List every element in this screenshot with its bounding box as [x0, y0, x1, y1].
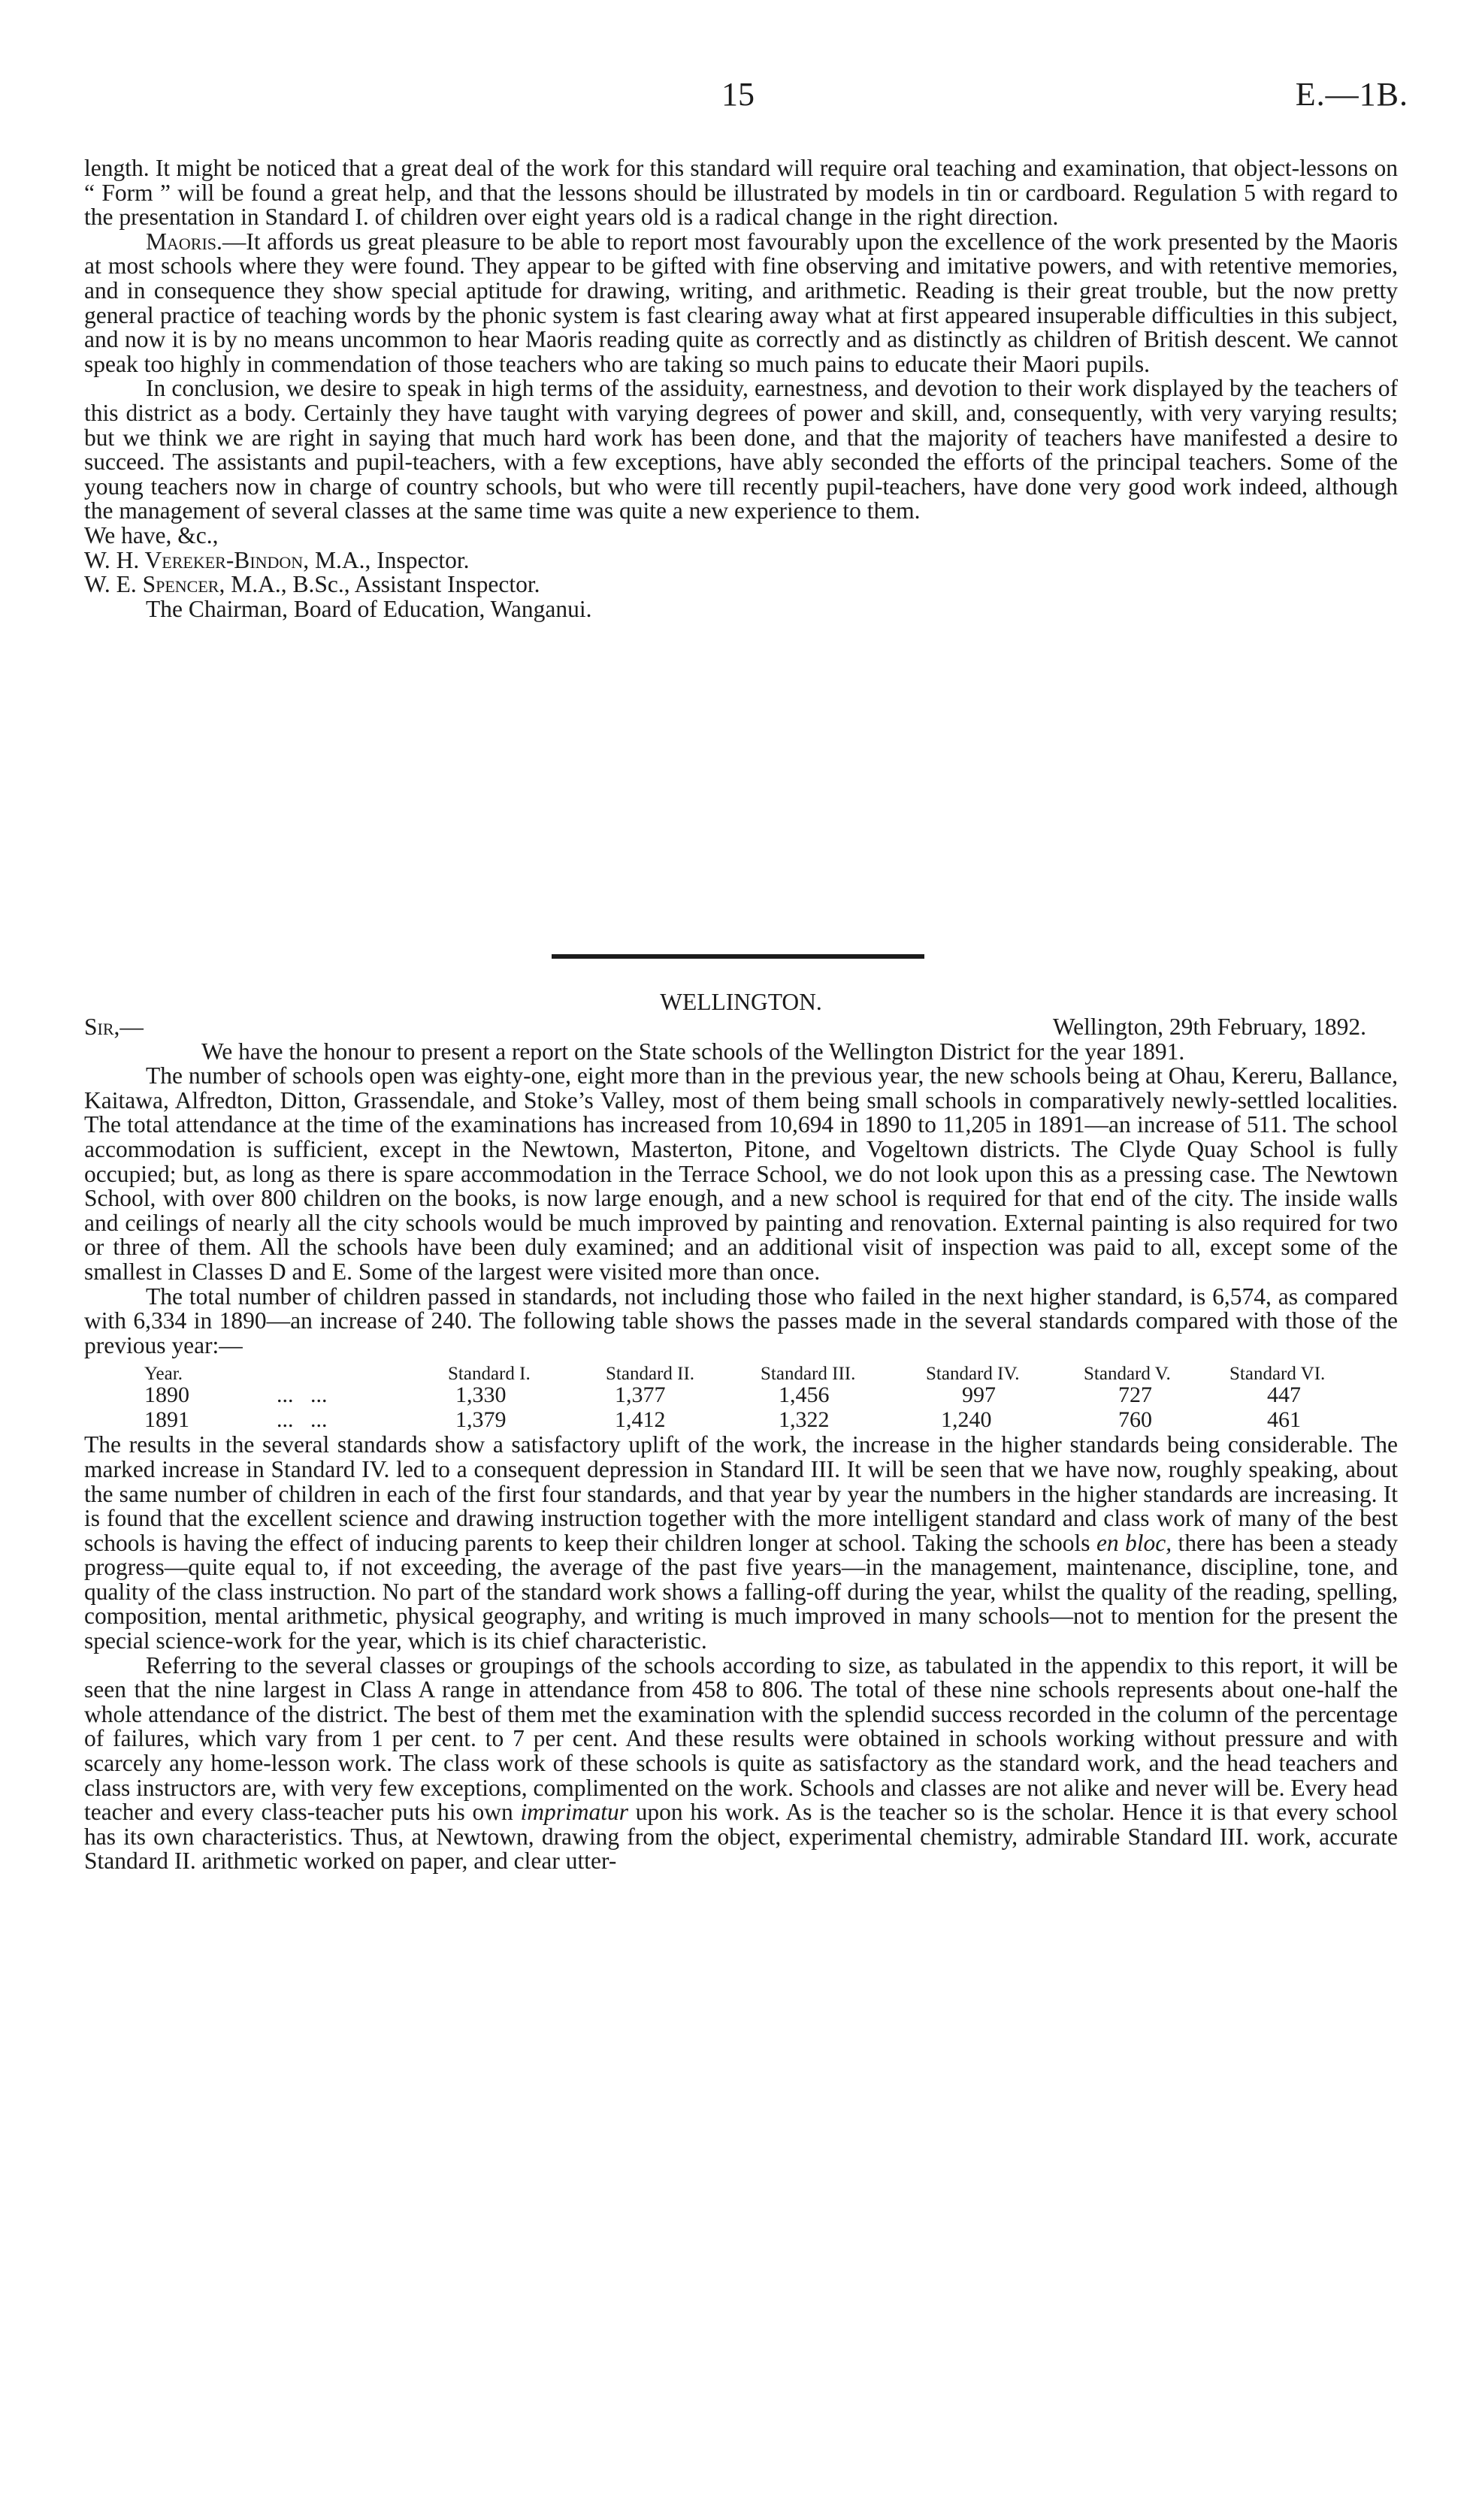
- paragraph-passed: The total number of children passed in standards, not including those who failed in the next higher standard, is 6,574, as compared with 6,334 in 1890—an increase of 240. The following table shows the passes made in the several standards compared with those of the previous year:—: [84, 1283, 1398, 1358]
- place-date: Wellington, 29th February, 1892.: [1052, 1013, 1366, 1040]
- signature-assistant: [84, 573, 1398, 597]
- table-header: Standard I.: [448, 1364, 531, 1385]
- paragraph-schools: The number of schools open was eighty-one, eight more than in the previous year, the new schools being at Ohau, Kereru, Ballance, Kaitawa, Alfredton, Ditton, Grassendale, and Stoke’s Valley, most of them being small schools in comparatively newly-settled localities. The total attendance at the time of the examinations has increased from 10,694 in 1890 to 11,205 in 1891—an increase of 511. The school accommodation is sufficient, except in the Newtown, Masterton, Pitone, and Vogeltown districts. The Clyde Quay School is fully occupied; but, as long as there is spare accommodation in the Terrace School, we do not look upon this as a pressing case. The Newtown School, with over 800 children on the books, is now large enough, and a new school is required for that end of the city. The inside walls and ceilings of nearly all the city schools would be much improved by painting and renovation. External painting is also required for two or three of them. All the schools have been duly examined; and an additional visit of inspection was paid to all, except some of the smallest in Classes D and E. Some of the largest were visited more than once.: [84, 1062, 1398, 1285]
- results-text-a: The results in the several standards show a satisfactory uplift of the work, the increase in the higher standards being considerable. The marked increase in Standard IV. led to a consequent depression in Standard III. It will be seen that we have now, roughly speaking, about the same number of children in each of the first four standards, and that year by year the numbers in the higher standards are increasing. It is found that the excellent science and drawing instruction together with the more intelligent standard and class work of many of the best schools is having the effect of inducing parents to keep their children longer at school. Taking the schools: [84, 1431, 1398, 1556]
- paragraph-intro: We have the honour to present a report on the State schools of the Wellington District for the year 1891.: [201, 1038, 1185, 1065]
- results-italic: en bloc,: [1096, 1529, 1172, 1556]
- wellington-heading: WELLINGTON.: [660, 989, 822, 1015]
- table-row: [84, 1383, 1398, 1408]
- signature-assistant-title: M.A., B.Sc., Assistant Inspector.: [225, 571, 540, 598]
- salutation-line: [84, 1015, 1398, 1040]
- signature-inspector: [84, 548, 1398, 573]
- table-cell: 1,379: [455, 1407, 507, 1433]
- table-row: [84, 1408, 1398, 1433]
- table-cell-year: 1891: [144, 1407, 189, 1433]
- maoris-heading: Maoris.: [146, 228, 222, 255]
- signature-inspector-name: W. H. Vereker-Bindon,: [84, 546, 310, 573]
- table-cell: 1,456: [779, 1382, 830, 1408]
- table-cell: 760: [1118, 1407, 1152, 1433]
- paragraph-maoris: [84, 230, 1398, 377]
- maoris-text: —It affords us great pleasure to be able to report most favourably upon the excellence of the work presented by the Maoris at most schools where they were found. They appear to be gifted with fine observing and imitative powers, and with retentive memories, and in consequence they show special aptitude for drawing, writing, and arithmetic. Reading is their great trouble, but the now pretty general practice of teaching words by the phonic system is fast clearing away what at first appeared insuperable difficulties in this subject, and now it is by no means uncommon to hear Maoris reading quite as correctly and as distinctly as children of British descent. We cannot speak too highly in commendation of those teachers who are taking so much pains to educate their Maori pupils.: [84, 228, 1398, 377]
- paragraph-results: [84, 1433, 1398, 1653]
- signature-assistant-name: W. E. Spencer,: [84, 571, 225, 598]
- section-divider: [552, 954, 924, 959]
- document-reference: E.—1B.: [1295, 76, 1408, 113]
- results-text-b: there has been a steady progress—quite equal to, if not exceeding, the average of the past five years—in the management, maintenance, discipline, tone, and quality of the class instruction. No part of the standard work shows a falling-off during the year, whilst the quality of the reading, spelling, composition, mental arithmetic, physical geography, and writing is much improved in many schools—not to mention for the present the special science-work for the year, which is its chief characteristic.: [84, 1529, 1398, 1654]
- table-header: Standard II.: [606, 1364, 695, 1385]
- wellington-report-section: [84, 990, 1398, 1874]
- table-header: Standard III.: [761, 1364, 856, 1385]
- salutation: Sir,—: [84, 1013, 144, 1040]
- classes-italic: imprimatur: [520, 1799, 628, 1826]
- table-header: Standard IV.: [926, 1364, 1020, 1385]
- classes-text-a: Referring to the several classes or groupings of the schools according to size, as tabulated in the appendix to this report, it will be seen that the nine largest in Class A range in attendance from 458 to 806. The total of these nine schools represents about one-half the whole attendance of the district. The best of them met the examination with the splendid success recorded in the column of the percentage of failures, which vary from 1 per cent. to 7 per cent. And these results were obtained in schools working without pressure and with scarcely any home-lesson work. The class work of these schools is quite as satisfactory as the standard work, and the head teachers and class instructors are, with very few exceptions, complimented on the work. Schools and classes are not alike and never will be. Every head teacher and every class-teacher puts his own: [84, 1651, 1398, 1826]
- table-cell-leader: ... ...: [277, 1407, 328, 1433]
- paragraph-length: length. It might be noticed that a great deal of the work for this standard will require oral teaching and examination, that object-lessons on “ Form ” will be found a great help, and that the lessons should be illustrated by models in tin or cardboard. Regulation 5 with regard to the presentation in Standard I. of children over eight years old is a radical change in the right direction.: [84, 155, 1398, 231]
- wanganui-report-section: [84, 156, 1398, 621]
- table-cell: 997: [962, 1382, 996, 1408]
- table-cell: 1,330: [455, 1382, 507, 1408]
- table-cell: 1,412: [615, 1407, 666, 1433]
- table-cell-year: 1890: [144, 1382, 189, 1408]
- table-cell: 727: [1118, 1382, 1152, 1408]
- table-cell: 461: [1267, 1407, 1301, 1433]
- table-cell: 1,377: [615, 1382, 666, 1408]
- signature-inspector-title: M.A., Inspector.: [309, 546, 470, 573]
- table-cell: 1,322: [779, 1407, 830, 1433]
- table-header: Standard VI.: [1229, 1364, 1326, 1385]
- classes-text-b: upon his work. As is the teacher so is the scholar. Hence it is that every school has its own characteristics. Thus, at Newtown, drawing from the object, experimental chemistry, admirable Standard III. work, accurate Standard II. arithmetic worked on paper, and clear utter-: [84, 1799, 1398, 1875]
- passes-table: [84, 1358, 1398, 1433]
- addressee-line: The Chairman, Board of Education, Wanganui.: [146, 595, 592, 622]
- paragraph-classes: [84, 1651, 1398, 1875]
- table-header: Standard V.: [1084, 1364, 1171, 1385]
- table-header: Year.: [144, 1364, 183, 1385]
- paragraph-conclusion: In conclusion, we desire to speak in high terms of the assiduity, earnestness, and devotion to their work displayed by the teachers of this district as a body. Certainly they have taught with varying degrees of power and skill, and, consequently, with very varying results; but we think we are right in saying that much hard work has been done, and that the majority of teachers have manifested a desire to succeed. The assistants and pupil-teachers, with a few exceptions, have ably seconded the efforts of the principal teachers. Some of the young teachers now in charge of country schools, but who were till recently pupil-teachers, have done very good work indeed, although the management of several classes at the same time was quite a new experience to them.: [84, 375, 1398, 524]
- table-cell: 447: [1267, 1382, 1301, 1408]
- closing-line: We have, &c.,: [84, 521, 219, 548]
- table-header-row: [84, 1358, 1398, 1383]
- table-cell-leader: ... ...: [277, 1382, 328, 1408]
- table-cell: 1,240: [941, 1407, 992, 1433]
- page-number: 15: [721, 76, 755, 113]
